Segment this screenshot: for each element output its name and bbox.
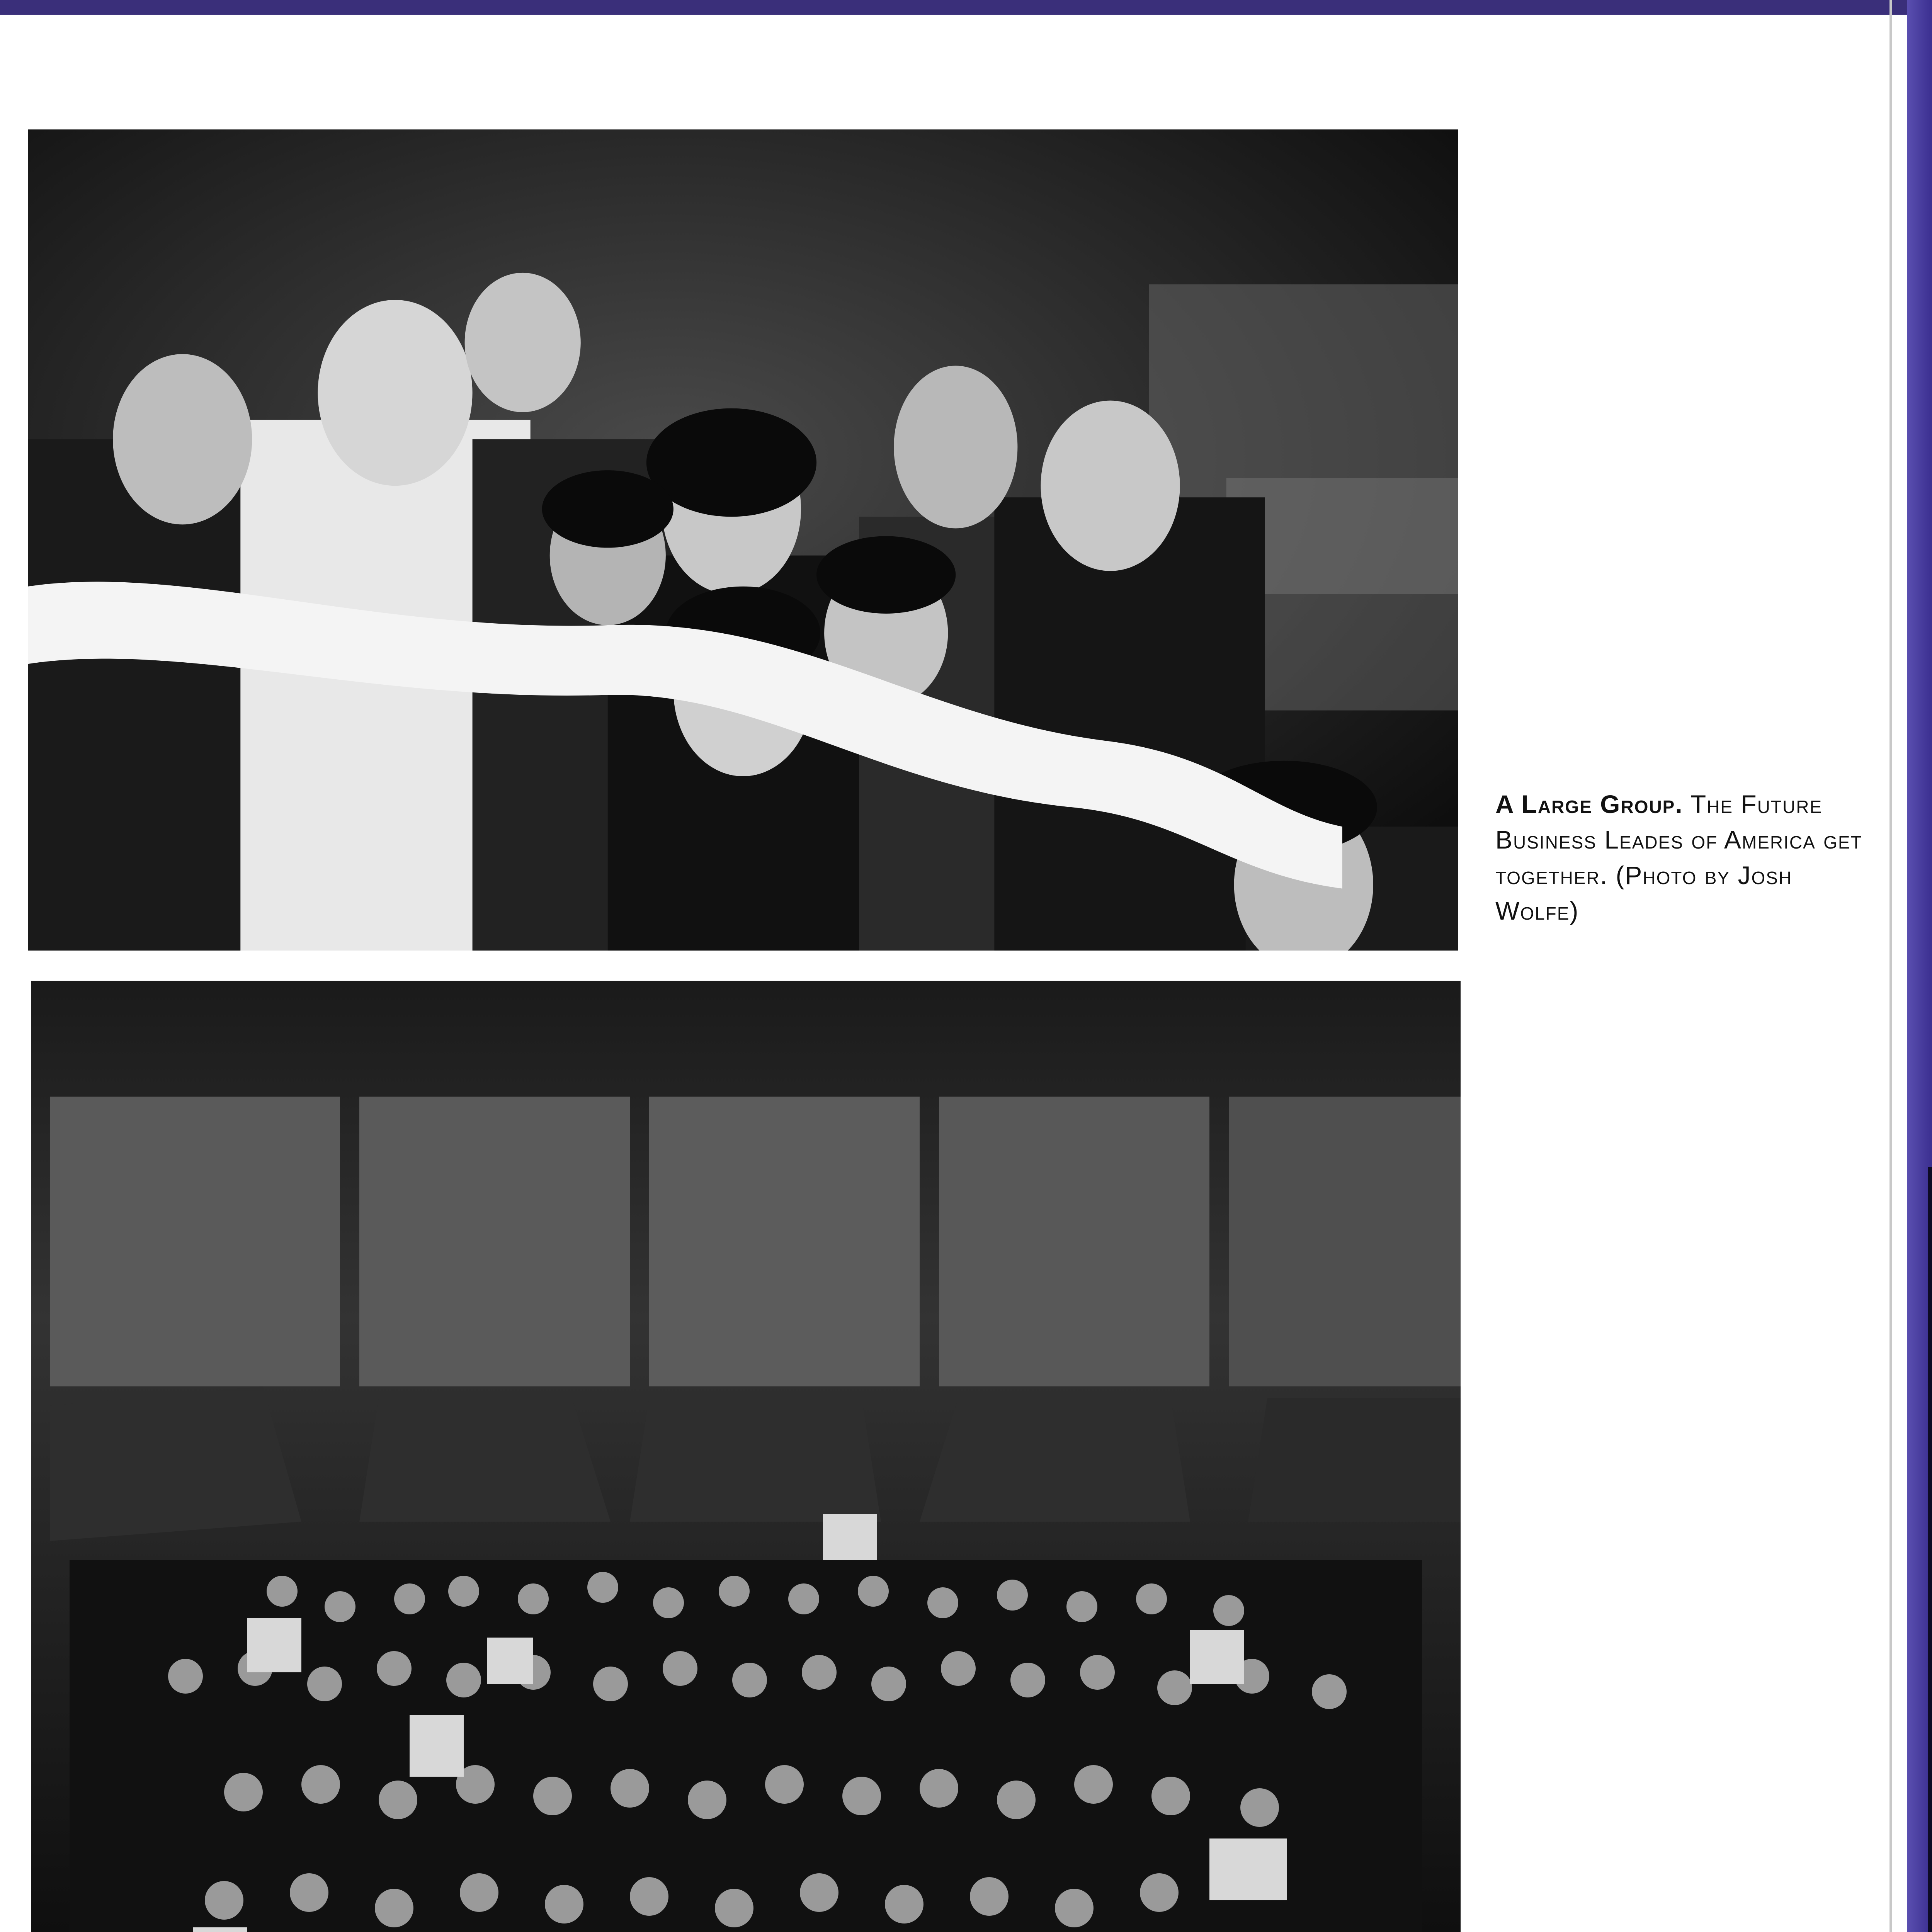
group-photo-toilet-paper <box>28 129 1458 951</box>
photo-caption-top <box>1495 786 1862 929</box>
scan-top-edge <box>0 0 1932 15</box>
large-group-photo <box>31 981 1461 1932</box>
caption-body: The Future Business Leades of America get together. (Photo by Josh Wolfe) <box>1495 790 1862 925</box>
binding-shadow <box>1928 1167 1932 1932</box>
caption-title: A Large Group. <box>1495 790 1683 818</box>
page-edge <box>1889 0 1892 1932</box>
